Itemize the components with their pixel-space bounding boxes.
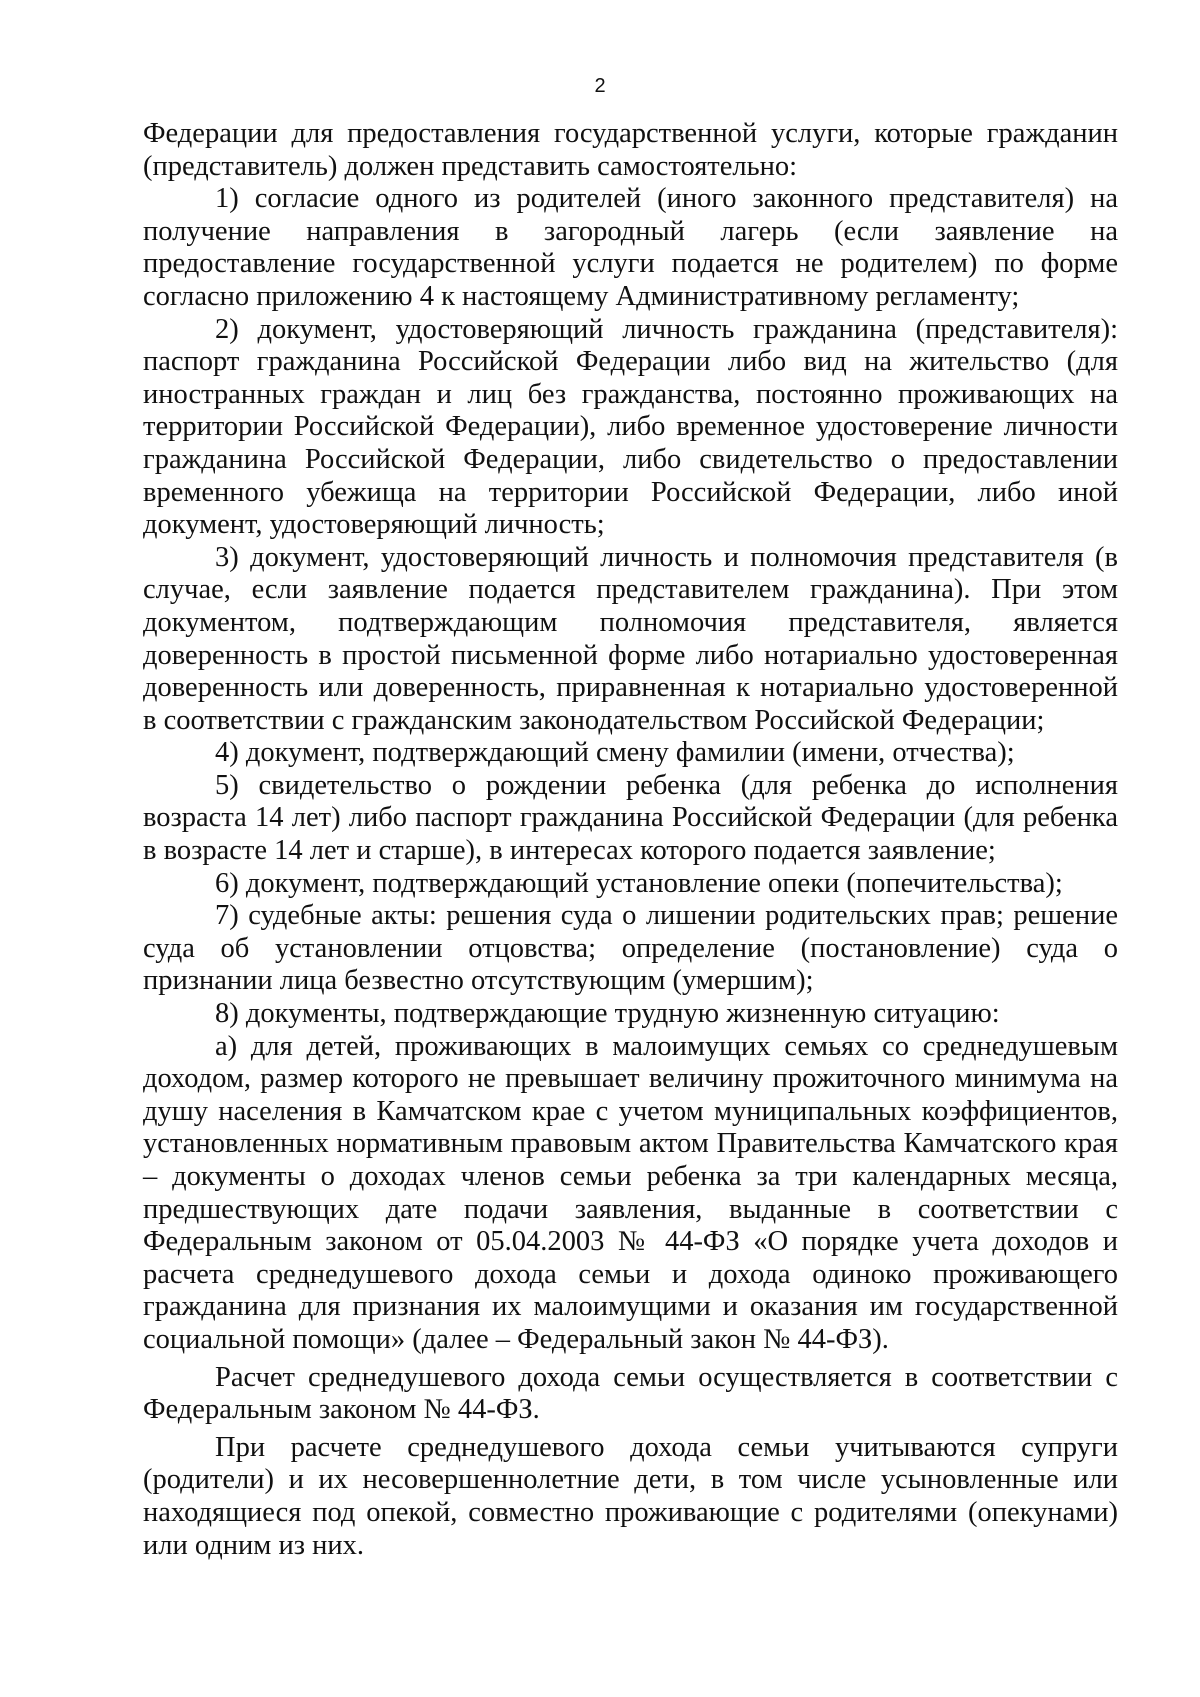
- page-number: 2: [594, 75, 606, 97]
- paragraph-item-6: 6) документ, подтверждающий установление опеки (попечительства);: [215, 867, 1063, 899]
- paragraph-item-2: 2) документ, удостоверяющий личность гражданина (представителя): паспорт гражданина Российской Федерации либо вид на жительство (для иностранных граждан и лиц без гражданства, постоянно проживающих на территории Российской Федерации), либо временное удостоверение личности гражданина Российской Федерации, либо свидетельство о предоставлении временного убежища на территории Российской Федерации, либо иной документ, удостоверяющий личность;: [143, 313, 1118, 541]
- paragraph-family-members: При расчете среднедушевого дохода семьи учитываются супруги (родители) и их несовершеннолетние дети, в том числе усыновленные или находящиеся под опекой, совместно проживающие с родителями (опекунами) или одним из них.: [143, 1431, 1118, 1561]
- paragraph-item-5: 5) свидетельство о рождении ребенка (для ребенка до исполнения возраста 14 лет) либо паспорт гражданина Российской Федерации (для ребенка в возрасте 14 лет и старше), в интересах которого подается заявление;: [143, 769, 1118, 867]
- document-body: [143, 118, 1118, 1562]
- paragraph-subitem-a: а) для детей, проживающих в малоимущих семьях со среднедушевым доходом, размер которого не превышает величину прожиточного минимума на душу населения в Камчатском крае с учетом муниципальных коэффициентов, установленных нормативным правовым актом Правительства Камчатского края – документы о доходах членов семьи ребенка за три календарных месяца, предшествующих дате подачи заявления, выданные в соответствии с Федеральным законом от 05.04.2003 № 44-ФЗ «О порядке учета доходов и расчета среднедушевого дохода семьи и дохода одиноко проживающего гражданина для признания их малоимущими и оказания им государственной социальной помощи» (далее – Федеральный закон № 44-ФЗ).: [143, 1030, 1118, 1355]
- paragraph-intro: Федерации для предоставления государственной услуги, которые гражданин (представитель) должен представить самостоятельно:: [143, 118, 1118, 182]
- paragraph-item-3: 3) документ, удостоверяющий личность и полномочия представителя (в случае, если заявление подается представителем гражданина). При этом документом, подтверждающим полномочия представителя, является доверенность в простой письменной форме либо нотариально удостоверенная доверенность или доверенность, приравненная к нотариально удостоверенной в соответствии с гражданским законодательством Российской Федерации;: [143, 541, 1118, 736]
- paragraph-item-8: 8) документы, подтверждающие трудную жизненную ситуацию:: [215, 998, 1000, 1030]
- paragraph-item-4: 4) документ, подтверждающий смену фамилии (имени, отчества);: [215, 737, 1015, 769]
- paragraph-income-calculation: Расчет среднедушевого дохода семьи осуществляется в соответствии с Федеральным законом № 44-ФЗ.: [143, 1361, 1118, 1426]
- paragraph-item-1: 1) согласие одного из родителей (иного законного представителя) на получение направления в загородный лагерь (если заявление на предоставление государственной услуги подается не родителем) по форме согласно приложению 4 к настоящему Административному регламенту;: [143, 183, 1118, 312]
- paragraph-item-7: 7) судебные акты: решения суда о лишении родительских прав; решение суда об установлении отцовства; определение (постановление) суда о признании лица безвестно отсутствующим (умершим);: [143, 900, 1118, 997]
